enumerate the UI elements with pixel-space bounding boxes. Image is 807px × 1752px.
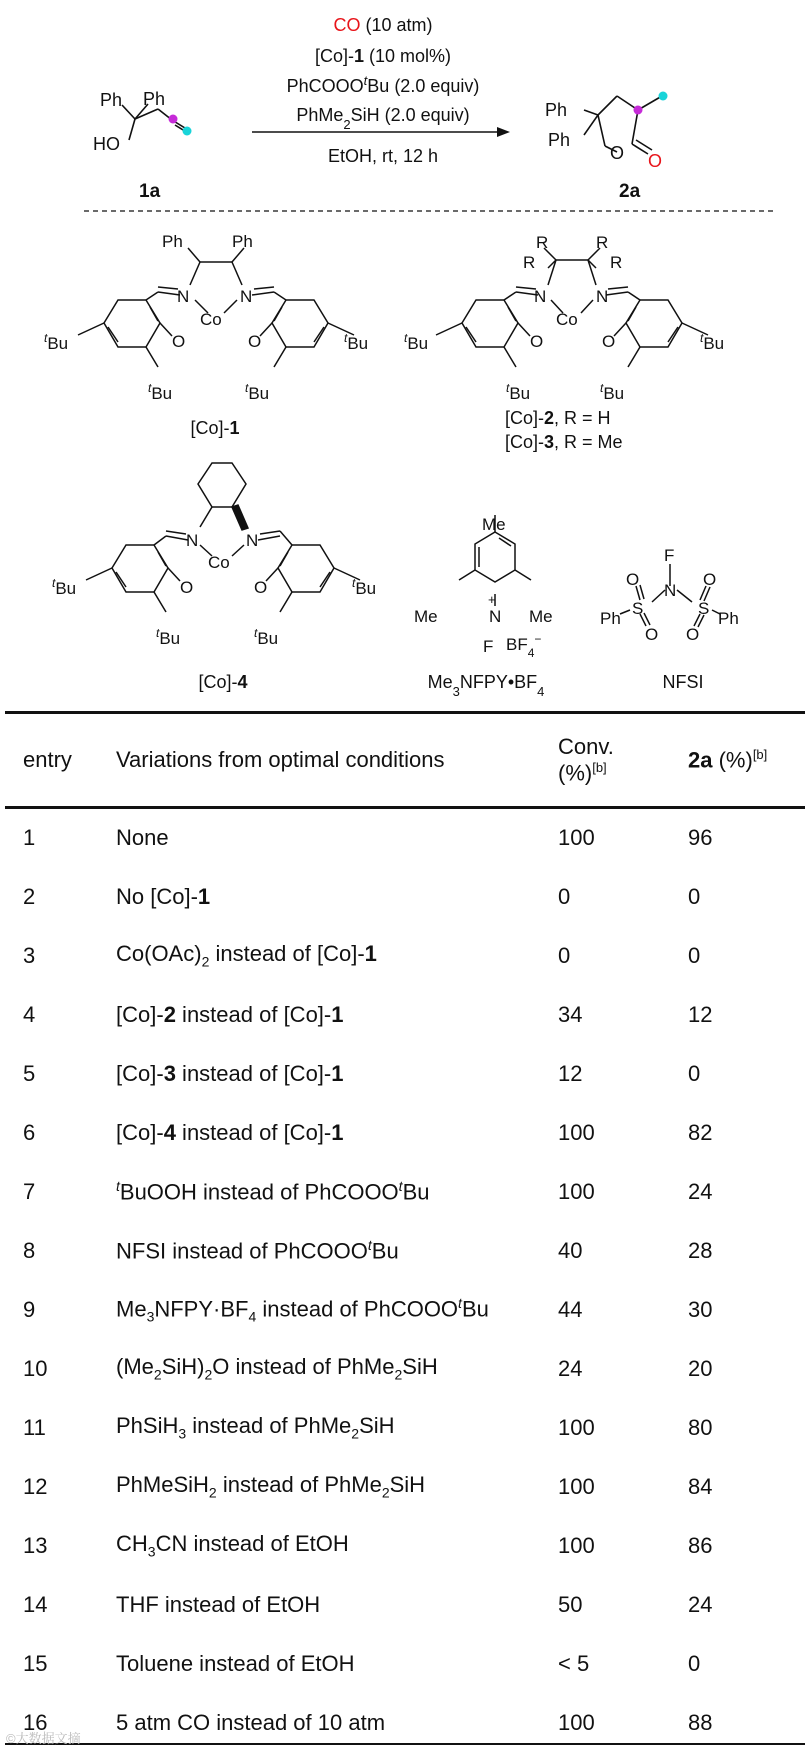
entry-cell: 7 [23, 1178, 36, 1204]
entry-cell: 4 [23, 1001, 36, 1027]
variation-cell: 5 atm CO instead of 10 atm [116, 1709, 386, 1735]
table-row [5, 1634, 805, 1693]
conversion-cell: 40 [558, 1237, 583, 1263]
variation-cell: THF instead of EtOH [116, 1591, 321, 1617]
co4-n-2: N [246, 531, 259, 550]
conversion-cell: 100 [558, 1473, 595, 1499]
variation-cell: PhMeSiH$_2$ instead of PhMe$_2$SiH [116, 1472, 426, 1501]
entry-cell: 3 [23, 942, 36, 968]
entry-cell: 14 [23, 1591, 48, 1617]
pyridinium-f: F [483, 637, 494, 656]
conversion-cell: 34 [558, 1001, 583, 1027]
table-row [5, 1221, 805, 1280]
table-row [5, 1516, 805, 1575]
conversion-cell: 50 [558, 1591, 583, 1617]
conversion-cell: 100 [558, 1178, 595, 1204]
co1-n-1: N [177, 287, 190, 306]
yield-cell: 28 [688, 1237, 713, 1263]
substrate-ho: HO [93, 134, 120, 154]
co1-n-2: N [240, 287, 253, 306]
table-row [5, 1398, 805, 1457]
table-row [5, 1339, 805, 1398]
co23-r-1: R [536, 233, 549, 252]
entry-cell: 13 [23, 1532, 48, 1558]
optimization-table [5, 712, 805, 1752]
co4-tbu-1: $^t$Bu [52, 576, 77, 598]
header-entry: entry [23, 747, 72, 772]
pyridinium-n: N [489, 607, 502, 626]
conversion-cell: 0 [558, 883, 571, 909]
variation-cell: $CH_3CN$ instead of EtOH [116, 1531, 349, 1560]
co23-tbu-1: $^t$Bu [404, 331, 429, 353]
yield-cell: 20 [688, 1355, 713, 1381]
conversion-cell: 100 [558, 1119, 595, 1145]
conversion-cell: 100 [558, 1532, 595, 1558]
co4-tbu-4: $^t$Bu [352, 576, 377, 598]
conversion-cell: 0 [558, 942, 571, 968]
entry-cell: 16 [23, 1709, 48, 1735]
co1-tbu-3: $^t$Bu [245, 381, 270, 403]
variation-cell: [Co]-2 instead of [Co]-1 [116, 1001, 344, 1027]
product-cyan-dot [659, 92, 668, 101]
pyridinium-me-top: Me [482, 515, 506, 534]
conversion-cell: 44 [558, 1296, 583, 1322]
product-ring-o: O [610, 143, 625, 163]
nfsi-f: F [664, 546, 675, 565]
nfsi-o-3: O [703, 570, 717, 589]
entry-cell: 9 [23, 1296, 36, 1322]
cyan-label-dot [183, 127, 192, 136]
co1-o-1: O [172, 332, 186, 351]
table-row [5, 926, 805, 985]
variation-cell: Toluene instead of EtOH [116, 1650, 355, 1676]
entry-cell: 1 [23, 824, 36, 850]
yield-cell: 96 [688, 824, 713, 850]
pyridinium-me-right: Me [529, 607, 553, 626]
table-row [5, 1103, 805, 1162]
entry-cell: 11 [23, 1414, 46, 1440]
co1-label: [Co]-1 [190, 418, 240, 438]
table-bottom-rule [5, 1743, 805, 1745]
conditions-line-1: CO (10 atm) [333, 15, 433, 35]
co4-label: [Co]-4 [198, 672, 248, 692]
pyridinium-bf4: $BF_4^-$ [506, 632, 542, 660]
variation-cell: PhSiH$_3$ instead of PhMe$_2$SiH [116, 1413, 395, 1442]
variation-cell: $(Me_2SiH)_2O$ instead of PhMe$_2$SiH [116, 1354, 438, 1383]
conversion-cell: 12 [558, 1060, 583, 1086]
co23-tbu-3: $^t$Bu [600, 381, 625, 403]
co1-co: Co [200, 310, 222, 329]
nfsi-ph-2: Ph [718, 609, 739, 628]
entry-cell: 6 [23, 1119, 36, 1145]
variation-cell: [Co]-4 instead of [Co]-1 [116, 1119, 344, 1145]
reaction-arrowhead [497, 127, 510, 137]
nfsi-s-2: S [698, 599, 710, 618]
watermark: ©大数据文摘 [6, 1731, 81, 1746]
entry-cell: 12 [23, 1473, 48, 1499]
catalyst-co4-structure [86, 463, 360, 612]
co4-tbu-3: $^t$Bu [254, 626, 279, 648]
yield-cell: 80 [688, 1414, 713, 1440]
entry-cell: 5 [23, 1060, 36, 1086]
product-label: 2a [619, 181, 641, 202]
table-row [5, 1280, 805, 1339]
co1-tbu-2: $^t$Bu [148, 381, 173, 403]
nfsi-label: NFSI [662, 672, 704, 692]
variation-cell: $^t$BuOOH instead of PhCOOO$^t$Bu [116, 1177, 430, 1205]
co23-tbu-4: $^t$Bu [700, 331, 725, 353]
co1-ph-2: Ph [232, 232, 253, 251]
co23-r-2: R [523, 253, 536, 272]
product-carbonyl-o: O [648, 151, 663, 171]
yield-cell: 12 [688, 1001, 713, 1027]
variation-cell: $Me_3NFPY\cdot BF_4$ instead of PhCOOO$^t$Bu [116, 1294, 489, 1325]
yield-cell: 0 [688, 1650, 701, 1676]
product-ph-2: Ph [548, 130, 571, 150]
substrate-label: 1a [139, 181, 161, 202]
variation-cell: No [Co]-1 [116, 883, 211, 909]
co3-label: [Co]-3, R = Me [505, 432, 623, 452]
conversion-cell: 24 [558, 1355, 583, 1381]
pyridinium-me-left: Me [414, 607, 438, 626]
header-conversion: Conv. (%)[b] [558, 733, 614, 786]
conditions-line-3: PhCOOO$^t$Bu (2.0 equiv) [286, 72, 480, 96]
variation-cell: None [116, 824, 169, 850]
nfsi-n: N [664, 581, 677, 600]
yield-cell: 30 [688, 1296, 713, 1322]
nfsi-s-1: S [632, 599, 644, 618]
co23-o-2: O [602, 332, 616, 351]
variation-cell: NFSI instead of PhCOOO$^t$Bu [116, 1236, 399, 1264]
co23-tbu-2: $^t$Bu [506, 381, 531, 403]
co23-r-3: R [596, 233, 609, 252]
conditions-line-2: [Co]-1 (10 mol%) [314, 46, 452, 66]
table-row [5, 1575, 805, 1634]
catalyst-co23-structure [436, 248, 708, 367]
substrate-ph-1: Ph [100, 90, 123, 110]
co23-n-2: N [596, 287, 609, 306]
table-row [5, 985, 805, 1044]
entry-cell: 15 [23, 1650, 48, 1676]
co4-tbu-2: $^t$Bu [156, 626, 181, 648]
substrate-1a [122, 104, 188, 140]
yield-cell: 86 [688, 1532, 713, 1558]
co2-label: [Co]-2, R = H [505, 408, 611, 428]
nfsi-o-2: O [645, 625, 659, 644]
co1-ph-1: Ph [162, 232, 183, 251]
variation-cell: [Co]-3 instead of [Co]-1 [116, 1060, 344, 1086]
co4-o-1: O [180, 578, 194, 597]
co1-o-2: O [248, 332, 262, 351]
catalyst-co1-structure [78, 248, 354, 367]
magenta-label-dot [169, 115, 178, 124]
table-row [5, 1044, 805, 1103]
co23-co: Co [556, 310, 578, 329]
yield-cell: 82 [688, 1119, 713, 1145]
co4-o-2: O [254, 578, 268, 597]
yield-cell: 0 [688, 1060, 701, 1086]
conditions-line-5: EtOH, rt, 12 h [327, 146, 439, 166]
table-row [5, 1162, 805, 1221]
nfsi-ph-1: Ph [600, 609, 621, 628]
table-row [5, 808, 805, 867]
header-variations: Variations from optimal conditions [116, 747, 445, 772]
co23-n-1: N [534, 287, 547, 306]
co1-tbu-4: $^t$Bu [344, 331, 369, 353]
yield-cell: 0 [688, 942, 701, 968]
co23-o-1: O [530, 332, 544, 351]
conversion-cell: 100 [558, 1414, 595, 1440]
yield-cell: 84 [688, 1473, 713, 1499]
nfsi-o-1: O [626, 570, 640, 589]
reaction-scheme [0, 0, 807, 700]
entry-cell: 2 [23, 883, 36, 909]
conditions-line-4: PhMe$_2$SiH (2.0 equiv) [296, 105, 470, 132]
yield-cell: 24 [688, 1591, 713, 1617]
header-yield: 2a (%)[b] [688, 746, 768, 773]
pyridinium-label: $Me_3NFPY•BF_4$ [427, 672, 545, 699]
product-ph-1: Ph [545, 100, 568, 120]
co23-r-4: R [610, 253, 623, 272]
conversion-cell: < 5 [558, 1650, 590, 1676]
variation-cell: $Co(OAc)_2$ instead of [Co]-1 [116, 941, 377, 970]
yield-cell: 88 [688, 1709, 713, 1735]
conversion-cell: 100 [558, 1709, 595, 1735]
co4-n-1: N [186, 531, 199, 550]
table-header-row [5, 712, 805, 808]
table-row [5, 1457, 805, 1516]
conversion-cell: 100 [558, 824, 595, 850]
yield-cell: 0 [688, 883, 701, 909]
pyridinium-plus: + [488, 592, 496, 607]
co1-tbu-1: $^t$Bu [44, 331, 69, 353]
nfsi-o-4: O [686, 625, 700, 644]
table-body [5, 808, 805, 1752]
entry-cell: 10 [23, 1355, 48, 1381]
substrate-ph-2: Ph [143, 89, 166, 109]
yield-cell: 24 [688, 1178, 713, 1204]
co4-co: Co [208, 553, 230, 572]
table-row [5, 867, 805, 926]
product-magenta-dot [634, 106, 643, 115]
entry-cell: 8 [23, 1237, 36, 1263]
